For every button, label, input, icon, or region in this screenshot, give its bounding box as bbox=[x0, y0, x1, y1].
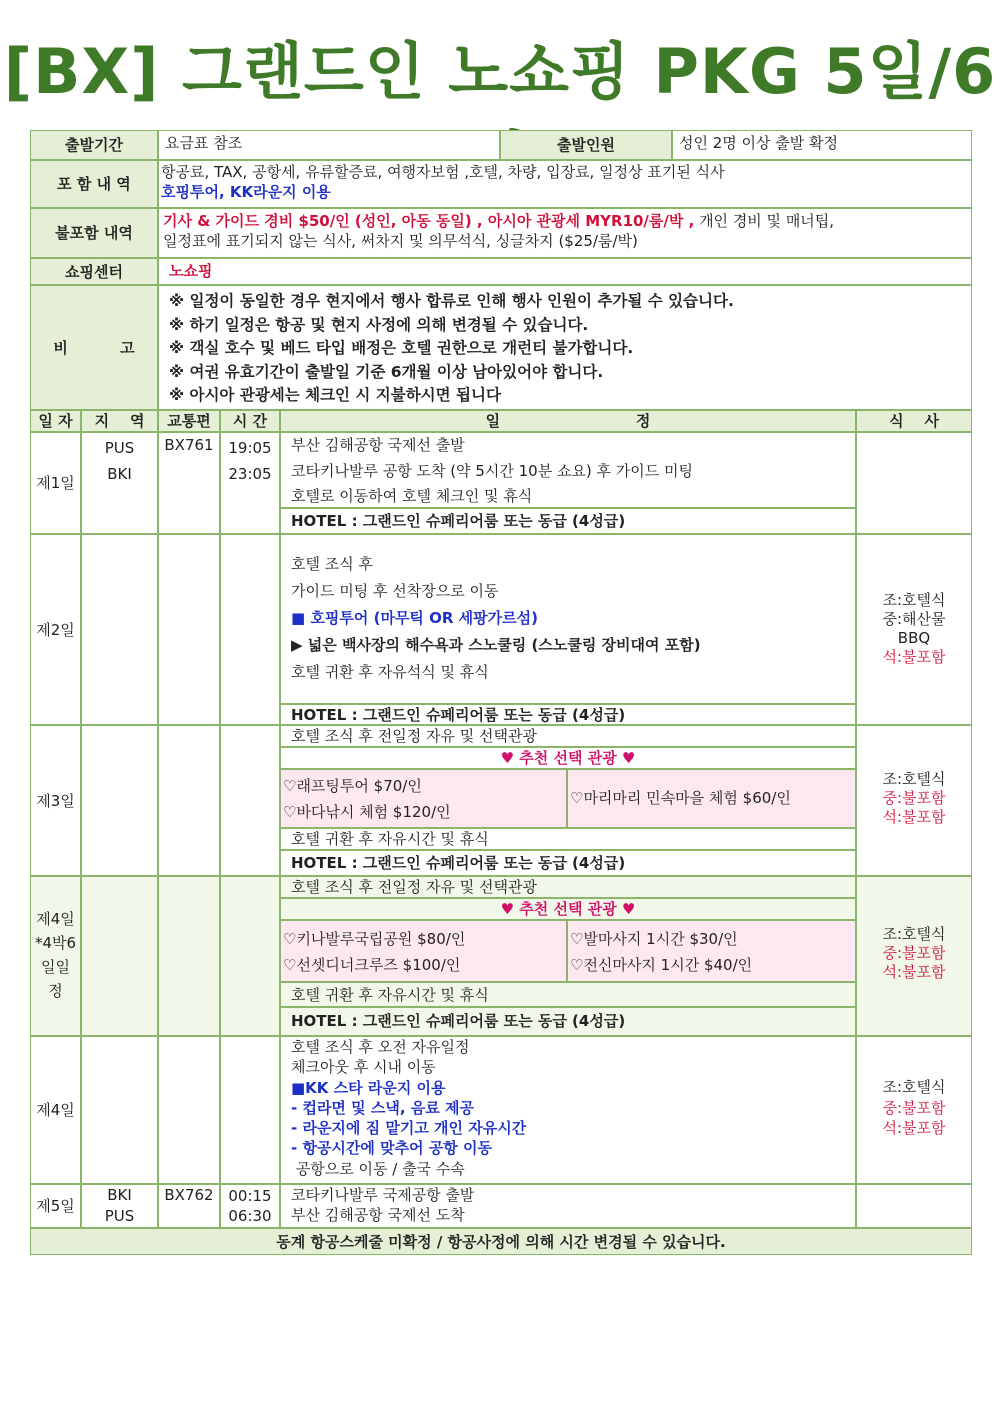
day3-hotel: HOTEL : 그랜드인 슈페리어룸 또는 동급 (4성급) bbox=[280, 850, 856, 876]
day2-schedule bbox=[280, 534, 856, 704]
schedule-line: 호텔로 이동하여 호텔 체크인 및 휴식 bbox=[291, 487, 533, 505]
meal-item: 석:불포함 bbox=[882, 808, 946, 826]
included-label: 포 함 내 역 bbox=[30, 160, 158, 208]
region-code: BKI bbox=[107, 465, 132, 483]
day4-schedule bbox=[280, 1036, 856, 1184]
day4-extra-options-right bbox=[567, 920, 856, 982]
header-schedule: 일 정 bbox=[280, 410, 856, 432]
region-code: PUS bbox=[104, 1207, 135, 1225]
schedule-line: 가이드 미팅 후 선착장으로 이동 bbox=[291, 582, 499, 600]
day3-time bbox=[220, 725, 280, 876]
included-value bbox=[158, 160, 972, 208]
meal-item: 중:해산물 bbox=[882, 610, 946, 628]
option-item: ♡바다낚시 체험 $120/인 bbox=[283, 803, 451, 821]
day1-transport: BX761 bbox=[158, 432, 220, 534]
schedule-line: 체크아웃 후 시내 이동 bbox=[291, 1058, 436, 1077]
meal-item: 조:호텔식 bbox=[882, 925, 946, 943]
day3-line2: 호텔 귀환 후 자유시간 및 휴식 bbox=[280, 828, 856, 850]
day1-time bbox=[220, 432, 280, 534]
day4-extra-recommend-header: ♥ 추천 선택 관광 ♥ bbox=[280, 898, 856, 920]
schedule-line: ▶ 넓은 백사장의 해수욕과 스노쿨링 (스노쿨링 장비대여 포함) bbox=[291, 636, 701, 654]
depart-period-value: 요금표 참조 bbox=[158, 130, 500, 160]
day4-extra-time bbox=[220, 876, 280, 1036]
day3-meals bbox=[856, 725, 972, 876]
day4-extra-line1: 호텔 조식 후 전일정 자유 및 선택관광 bbox=[280, 876, 856, 898]
day4-extra-label bbox=[30, 876, 81, 1036]
meal-item: 조:호텔식 bbox=[882, 591, 946, 609]
meal-item: 석:불포함 bbox=[882, 648, 946, 666]
day3-options-left bbox=[280, 769, 567, 828]
excluded-red-text: 기사 & 가이드 경비 $50/인 (성인, 아동 동일) , 아시아 관광세 MYR10/룸/박 , bbox=[163, 212, 695, 230]
option-item: ♡키나발루국립공원 $80/인 bbox=[283, 930, 466, 948]
schedule-line: 코타키나발루 국제공항 출발 bbox=[291, 1186, 475, 1204]
page-title: [BX] 그랜드인 노쇼핑 PKG 5일/6 bbox=[3, 35, 997, 108]
hopping-tour-line: 호핑투어 (마무틱 OR 세팡가르섬) bbox=[305, 609, 538, 627]
excluded-label: 불포함 내역 bbox=[30, 208, 158, 258]
note-item: ※ 아시아 관광세는 체크인 시 지불하시면 됩니다 bbox=[169, 386, 501, 404]
day4-transport bbox=[158, 1036, 220, 1184]
day1-schedule bbox=[280, 432, 856, 508]
day3-options-right bbox=[567, 769, 856, 828]
day1-region bbox=[81, 432, 158, 534]
schedule-line: 호텔 조식 후 오전 자유일정 bbox=[291, 1038, 470, 1056]
day4-extra-region bbox=[81, 876, 158, 1036]
day4-meals bbox=[856, 1036, 972, 1184]
header-transport: 교통편 bbox=[158, 410, 220, 432]
region-code: PUS bbox=[104, 439, 135, 457]
day5-meals bbox=[856, 1184, 972, 1228]
day4-extra-transport bbox=[158, 876, 220, 1036]
shopping-value: 노쇼핑 bbox=[158, 258, 972, 285]
day4-extra-line2: 호텔 귀환 후 자유시간 및 휴식 bbox=[280, 982, 856, 1007]
day2-region bbox=[81, 534, 158, 725]
day2-transport bbox=[158, 534, 220, 725]
note-item: ※ 여권 유효기간이 출발일 기준 6개월 이상 남아있어야 합니다. bbox=[169, 362, 604, 381]
day2-meals bbox=[856, 534, 972, 725]
day4-time bbox=[220, 1036, 280, 1184]
day4-extra-hotel: HOTEL : 그랜드인 슈페리어룸 또는 동급 (4성급) bbox=[280, 1007, 856, 1036]
header-day: 일 자 bbox=[30, 410, 81, 432]
day1-label: 제1일 bbox=[30, 432, 81, 534]
region-code: BKI bbox=[107, 1186, 132, 1204]
day5-region bbox=[81, 1184, 158, 1228]
schedule-line: 부산 김해공항 국제선 도착 bbox=[291, 1206, 465, 1224]
lounge-detail: - 컵라면 및 스낵, 음료 제공 bbox=[291, 1098, 474, 1117]
day4-label: 제4일 bbox=[30, 1036, 81, 1184]
meal-item: 조:호텔식 bbox=[882, 1078, 946, 1096]
day5-transport: BX762 bbox=[158, 1184, 220, 1228]
schedule-line: 공항으로 이동 / 출국 수속 bbox=[291, 1159, 465, 1178]
meal-item: BBQ bbox=[897, 629, 931, 647]
schedule-line: 호텔 귀환 후 자유석식 및 휴식 bbox=[291, 663, 489, 681]
day3-label: 제3일 bbox=[30, 725, 81, 876]
meal-item: 중:불포함 bbox=[882, 789, 946, 807]
day4-extra-meals bbox=[856, 876, 972, 1036]
depart-people-label: 출발인원 bbox=[500, 130, 672, 160]
note-item: ※ 일정이 동일한 경우 현지에서 행사 합류로 인해 행사 인원이 추가될 수 있습니다. bbox=[169, 292, 734, 310]
depart-people-value: 성인 2명 이상 출발 확정 bbox=[672, 130, 972, 160]
included-line2: 호핑투어, KK라운지 이용 bbox=[161, 183, 331, 201]
header-region: 지 역 bbox=[81, 410, 158, 432]
notes-label: 비 고 bbox=[30, 285, 158, 410]
schedule-line: 부산 김해공항 국제선 출발 bbox=[291, 436, 465, 454]
lounge-line: ■KK 스타 라운지 이용 bbox=[291, 1078, 446, 1097]
option-item: ♡전신마사지 1시간 $40/인 bbox=[570, 956, 753, 974]
excluded-line2: 일정표에 표기되지 않는 식사, 써차지 및 의무석식, 싱글차지 ($25/룸/박) bbox=[163, 232, 638, 250]
excluded-rest-text: 개인 경비 및 매너팁, bbox=[694, 212, 835, 230]
meal-item: 석:불포함 bbox=[882, 1119, 946, 1137]
schedule-line: 호텔 조식 후 bbox=[291, 555, 373, 573]
depart-period-label: 출발기간 bbox=[30, 130, 158, 160]
day4-region bbox=[81, 1036, 158, 1184]
day-label-part: 제4일 bbox=[36, 910, 75, 928]
day-label-part: 정 bbox=[48, 982, 63, 1000]
lounge-detail: - 라운지에 짐 맡기고 개인 자유시간 bbox=[291, 1119, 527, 1138]
footer-note: 동계 항공스케줄 미확정 / 항공사정에 의해 시간 변경될 수 있습니다. bbox=[30, 1228, 972, 1255]
day1-meals bbox=[856, 432, 972, 534]
option-item: ♡선셋디너크루즈 $100/인 bbox=[283, 956, 461, 974]
header-meals: 식 사 bbox=[856, 410, 972, 432]
time-value: 00:15 bbox=[228, 1187, 272, 1205]
day-label-part: *4박6 bbox=[34, 934, 77, 952]
day3-region bbox=[81, 725, 158, 876]
day-label-part: 일일 bbox=[41, 958, 70, 976]
time-value: 23:05 bbox=[228, 465, 272, 483]
lounge-detail: - 항공시간에 맞추어 공항 이동 bbox=[291, 1139, 492, 1158]
day3-line1: 호텔 조식 후 전일정 자유 및 선택관광 bbox=[280, 725, 856, 747]
day2-time bbox=[220, 534, 280, 725]
day5-label: 제5일 bbox=[30, 1184, 81, 1228]
meal-item: 중:불포함 bbox=[882, 1098, 946, 1117]
day4-extra-options-left bbox=[280, 920, 567, 982]
schedule-line: 코타키나발루 공항 도착 (약 5시간 10분 쇼요) 후 가이드 미팅 bbox=[291, 461, 694, 480]
notes-box bbox=[158, 285, 972, 410]
included-line1: 항공료, TAX, 공항세, 유류할증료, 여행자보험 ,호텔, 차량, 입장료, 일정상 표기된 식사 bbox=[161, 163, 725, 181]
option-item: ♡마리마리 민속마을 체험 $60/인 bbox=[570, 789, 791, 807]
option-item: ♡래프팅투어 $70/인 bbox=[283, 777, 422, 795]
header-time: 시 간 bbox=[220, 410, 280, 432]
time-value: 19:05 bbox=[228, 439, 272, 457]
day5-time bbox=[220, 1184, 280, 1228]
square-bullet-icon: ■ bbox=[291, 609, 306, 627]
meal-item: 조:호텔식 bbox=[882, 770, 946, 788]
option-item: ♡발마사지 1시간 $30/인 bbox=[570, 930, 738, 948]
time-value: 06:30 bbox=[228, 1207, 272, 1225]
day2-label: 제2일 bbox=[30, 534, 81, 725]
shopping-label: 쇼핑센터 bbox=[30, 258, 158, 285]
meal-item: 중:불포함 bbox=[882, 944, 946, 962]
meal-item: 석:불포함 bbox=[882, 963, 946, 981]
day5-schedule bbox=[280, 1184, 856, 1228]
day3-recommend-header: ♥ 추천 선택 관광 ♥ bbox=[280, 747, 856, 769]
note-item: ※ 하기 일정은 항공 및 현지 사정에 의해 변경될 수 있습니다. bbox=[169, 315, 589, 334]
day2-hotel: HOTEL : 그랜드인 슈페리어룸 또는 동급 (4성급) bbox=[280, 704, 856, 725]
note-item: ※ 객실 호수 및 베드 타입 배정은 호텔 권한으로 개런티 불가합니다. bbox=[169, 339, 634, 357]
day3-transport bbox=[158, 725, 220, 876]
excluded-value bbox=[158, 208, 972, 258]
day1-hotel: HOTEL : 그랜드인 슈페리어룸 또는 동급 (4성급) bbox=[280, 508, 856, 534]
